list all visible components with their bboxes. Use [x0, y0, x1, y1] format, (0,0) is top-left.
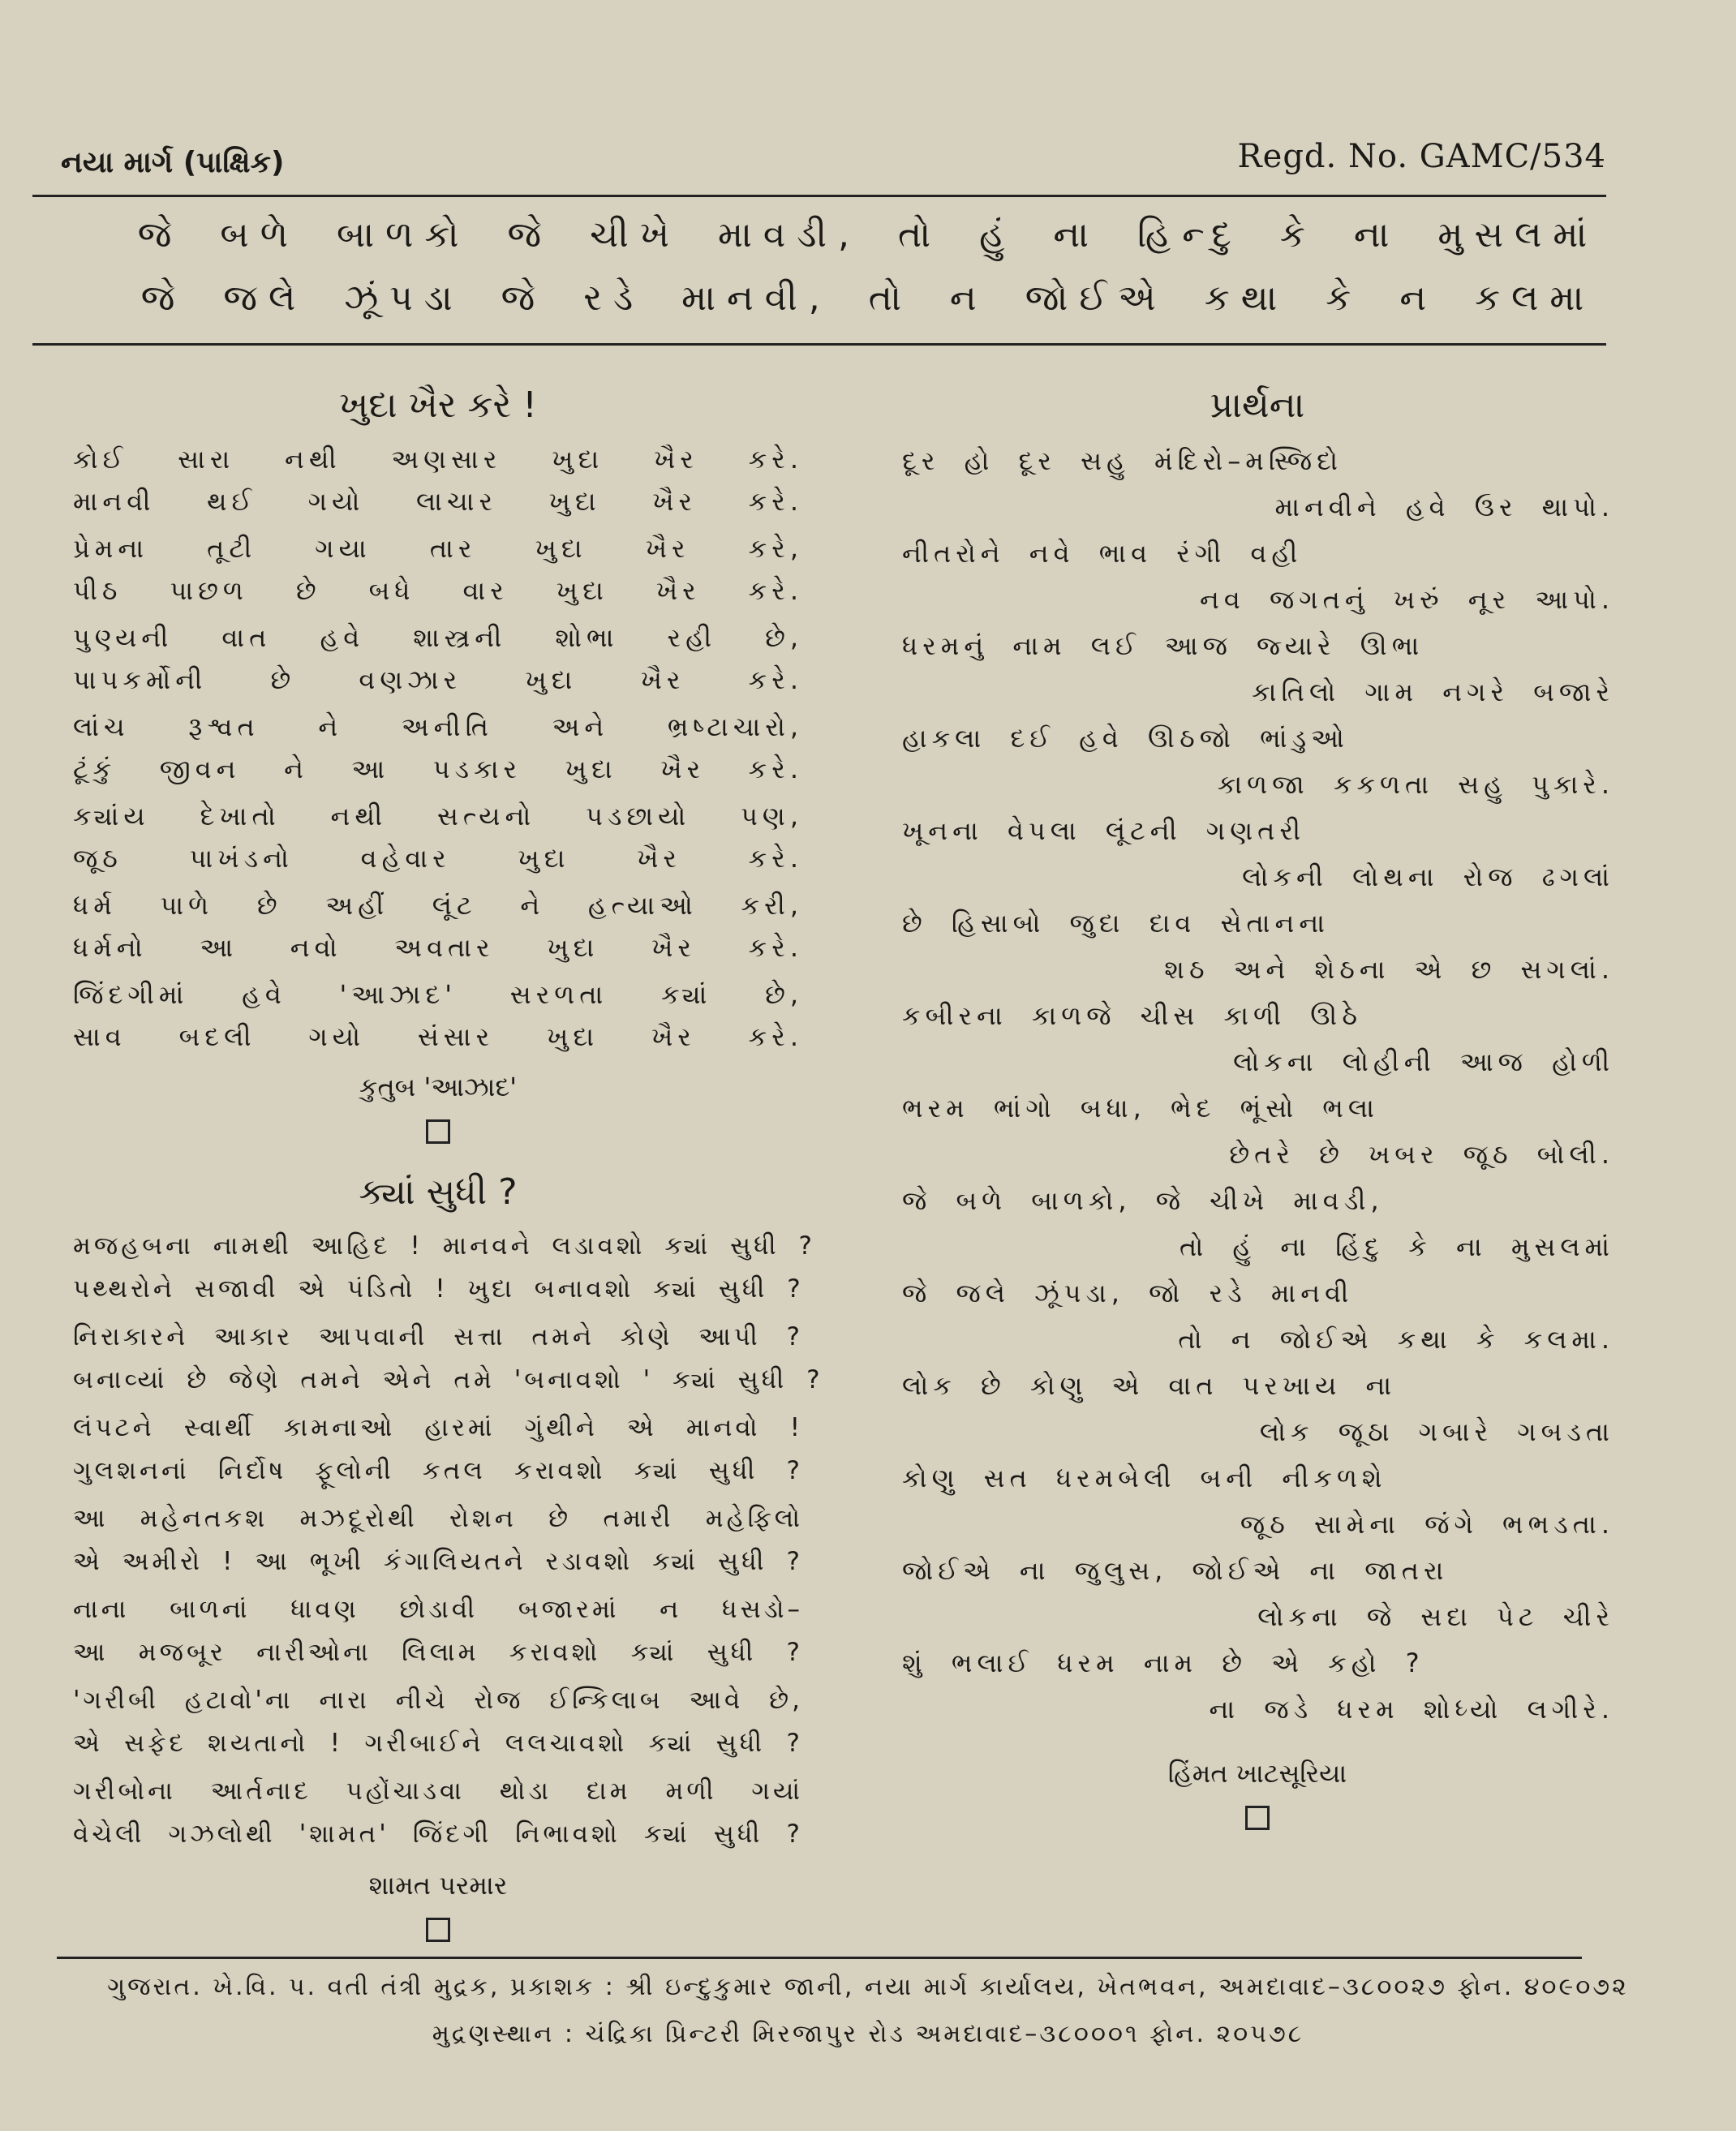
- poem-line: પીઠ પાછળ છે બધે વાર ખુદા ખૈર કરે.: [73, 575, 803, 606]
- poem-line: કોણુ સત ધરમબેલી બની નીકળશે: [902, 1463, 1387, 1493]
- poem-line: પાપકર્મોની છે વણઝાર ખુદા ખૈર કરે.: [73, 664, 803, 695]
- page-header: [32, 130, 1606, 178]
- poem-line: જે બળે બાળકો, જે ચીખે માવડી,: [902, 1185, 1384, 1216]
- motto-rule: [32, 343, 1606, 346]
- poem-line: પથ્થરોને સજાવી એ પંડિતો ! ખુદા બનાવશો ક્યાં સુધી ?: [73, 1274, 804, 1304]
- poem-author: કુતુબ 'આઝાદ': [359, 1072, 518, 1102]
- header-rule: [32, 195, 1606, 197]
- poem-line: જૂઠ પાખંડનો વહેવાર ખુદા ખૈર કરે.: [73, 843, 803, 874]
- registration-number: Regd. No. GAMC/534: [1237, 138, 1606, 175]
- poem-line: ખૂનના વેપલા લૂંટની ગણતરી: [902, 815, 1306, 846]
- poem-line: શઠ અને શેઠના એ છ સગલાં.: [1164, 954, 1614, 985]
- poem-line: ધર્મ પાળે છે અહીં લૂંટ ને હત્યાઓ કરી,: [73, 890, 803, 921]
- footer-imprint: ગુજરાત. ખે.વિ. પ. વતી તંત્રી મુદ્રક, પ્રકાશક : શ્રી ઇન્દુકુમાર જાની, નયા માર્ગ કાર્યાલય, ખેતભવન, અમદાવાદ–૩૮૦૦૨૭ ફોન. ૪૦૯૦૭૨: [107, 1973, 1629, 2001]
- poem-line: જિંદગીમાં હવે 'આઝાદ' સરળતા ક્યાં છે,: [73, 979, 803, 1010]
- poem-line: ધરમનું નામ લઈ આજ જ્યારે ઊભા: [902, 630, 1424, 661]
- poem-line: નિરાકારને આકાર આપવાની સત્તા તમને કોણે આપી ?: [73, 1322, 803, 1351]
- poem-line: આ મજબૂર નારીઓના લિલામ કરાવશો ક્યાં સુધી ?: [73, 1638, 803, 1667]
- poem-line: લોક જૂઠા ગબારે ગબડતા: [1259, 1416, 1614, 1447]
- poem-title: ક્યાં સુધી ?: [359, 1171, 518, 1213]
- publication-title: નયા માર્ગ (પાક્ષિક): [61, 146, 285, 179]
- poem-line: 'ગરીબી હટાવો'ના નારા નીચે રોજ ઈન્કિલાબ આવે છે,: [73, 1686, 803, 1715]
- poem-line: માનવીને હવે ઉર થાપો.: [1274, 492, 1614, 522]
- poem-line: જૂઠ સામેના જંગે ભભડતા.: [1240, 1509, 1614, 1540]
- poem-line: લોકના જે સદા પેટ ચીરે: [1257, 1601, 1614, 1632]
- poem-line: લોકના લોહીની આજ હોળી: [1233, 1046, 1614, 1077]
- poem-line: ટૂંકું જીવન ને આ પડકાર ખુદા ખૈર કરે.: [73, 754, 803, 784]
- poem-line: એ અમીરો ! આ ભૂખી કંગાલિયતને રડાવશો ક્યાં સુધી ?: [73, 1547, 803, 1576]
- section-divider-box: [426, 1918, 450, 1942]
- poem-line: દૂર હો દૂર સહુ મંદિરો–મસ્જિદો: [902, 445, 1343, 476]
- poem-author: શામત પરમાર: [368, 1870, 508, 1901]
- poem-line: સાવ બદલી ગયો સંસાર ખુદા ખૈર કરે.: [73, 1021, 803, 1052]
- poem-line: આ મહેનતકશ મઝદૂરોથી રોશન છે તમારી મહેફિલો: [73, 1504, 803, 1533]
- poem-line: બનાવ્યાં છે જેણે તમને એને તમે 'બનાવશો ' ક્યાં સુધી ?: [73, 1365, 823, 1394]
- poem-line: માનવી થઈ ગયો લાચાર ખુદા ખૈર કરે.: [73, 486, 803, 517]
- poem-line: છેતરે છે ખબર જૂઠ બોલી.: [1229, 1139, 1614, 1170]
- poem-line: કબીરના કાળજે ચીસ કાળી ઊઠે: [902, 1000, 1362, 1031]
- poem-line: નીતરોને નવે ભાવ રંગી વહી: [902, 538, 1303, 569]
- poem-line: હાકલા દઈ હવે ઊઠજો ભાંડુઓ: [902, 723, 1349, 754]
- poem-line: વેચેલી ગઝલોથી 'શામત' જિંદગી નિભાવશો ક્યાં સુધી ?: [73, 1820, 804, 1849]
- poem-line: લાંચ રૂશ્વત ને અનીતિ અને ભ્રષ્ટાચારો,: [73, 711, 803, 742]
- poem-line: લોક છે કોણુ એ વાત પરખાય ના: [902, 1370, 1397, 1401]
- left-column: [73, 373, 823, 1958]
- footer-rule: [57, 1957, 1582, 1959]
- poem-line: એ સફેદ શયતાનો ! ગરીબાઈને લલચાવશો ક્યાં સુધી ?: [73, 1729, 803, 1758]
- poem-line: જે જલે ઝૂંપડા, જો રડે માનવી: [902, 1278, 1354, 1308]
- poem-line: ગુલશનનાં નિર્દોષ ફૂલોની કતલ કરાવશો ક્યાં સુધી ?: [73, 1456, 803, 1485]
- poem-line: ના જડે ધરમ શોધ્યો લગીરે.: [1209, 1694, 1614, 1725]
- poem-line: ધર્મનો આ નવો અવતાર ખુદા ખૈર કરે.: [73, 932, 803, 963]
- poem-line: કાળજા કકળતા સહુ પુકારે.: [1217, 769, 1614, 800]
- poem-line: નાના બાળનાં ધાવણ છોડાવી બજારમાં ન ધસડો–: [73, 1595, 803, 1624]
- motto-line-1: જે બળે બાળકો જે ચીખે માવડી, તો હું ના હિન્દુ કે ના મુસલમાં: [137, 214, 1599, 256]
- poem-line: લંપટને સ્વાર્થી કામનાઓ હારમાં ગુંથીને એ માનવો !: [73, 1413, 803, 1442]
- poem-line: નવ જગતનું ખરું નૂર આપો.: [1200, 584, 1614, 615]
- poem-line: કાતિલો ગામ નગરે બજારે: [1252, 677, 1614, 707]
- motto-line-2: જે જલે ઝૂંપડા જે રડે માનવી, તો ન જોઈએ કથા કે ન કલમા: [140, 277, 1596, 319]
- poem-body: [73, 438, 803, 1058]
- poem-line: ક્યાંય દેખાતો નથી સત્યનો પડછાયો પણ,: [73, 801, 803, 831]
- poem-line: શું ભલાઈ ધરમ નામ છે એ કહો ?: [902, 1648, 1424, 1678]
- poem-body: [892, 438, 1622, 1733]
- poem-line: પ્રેમના તૂટી ગયા તાર ખુદા ખૈર કરે,: [73, 533, 803, 564]
- right-column: [892, 373, 1622, 1846]
- poem-title: ખુદા ખૈર કરે !: [339, 385, 537, 426]
- poem-line: છે હિસાબો જુદા દાવ સેતાનના: [902, 908, 1330, 939]
- poem-line: જોઈએ ના જુલુસ, જોઈએ ના જાતરા: [902, 1555, 1449, 1586]
- poem-line: મજહબના નામથી આહિદ ! માનવને લડાવશો ક્યાં સુધી ?: [73, 1231, 815, 1261]
- poem-line: તો ન જોઈએ કથા કે કલમા.: [1178, 1324, 1614, 1355]
- poem-title: પ્રાર્થના: [1210, 385, 1305, 426]
- poem-author: હિંમત ખાટસૂરિયા: [1167, 1758, 1347, 1789]
- poem-line: કોઈ સારા નથી અણસાર ખુદા ખૈર કરે.: [73, 444, 803, 475]
- poem-line: ભરમ ભાંગો બધા, ભેદ ભૂંસો ભલા: [902, 1093, 1379, 1124]
- poem-line: લોકની લોથના રોજ ઢગલાં: [1242, 861, 1614, 892]
- section-divider-box: [426, 1119, 450, 1144]
- poem-line: તો હું ના હિંદુ કે ના મુસલમાં: [1180, 1231, 1614, 1262]
- poem-line: પુણ્યની વાત હવે શાસ્ત્રની શોભા રહી છે,: [73, 622, 803, 653]
- section-divider-box: [1245, 1806, 1270, 1830]
- poem-body: [73, 1225, 823, 1856]
- poem-line: ગરીબોના આર્તનાદ પહોંચાડવા થોડા દામ મળી ગયાં: [73, 1777, 803, 1806]
- footer-press: મુદ્રણસ્થાન : ચંદ્રિકા પ્રિન્ટરી મિરજાપુર રોડ અમદાવાદ–૩૮૦૦૦૧ ફોન. ૨૦૫૭૮: [432, 2020, 1304, 2048]
